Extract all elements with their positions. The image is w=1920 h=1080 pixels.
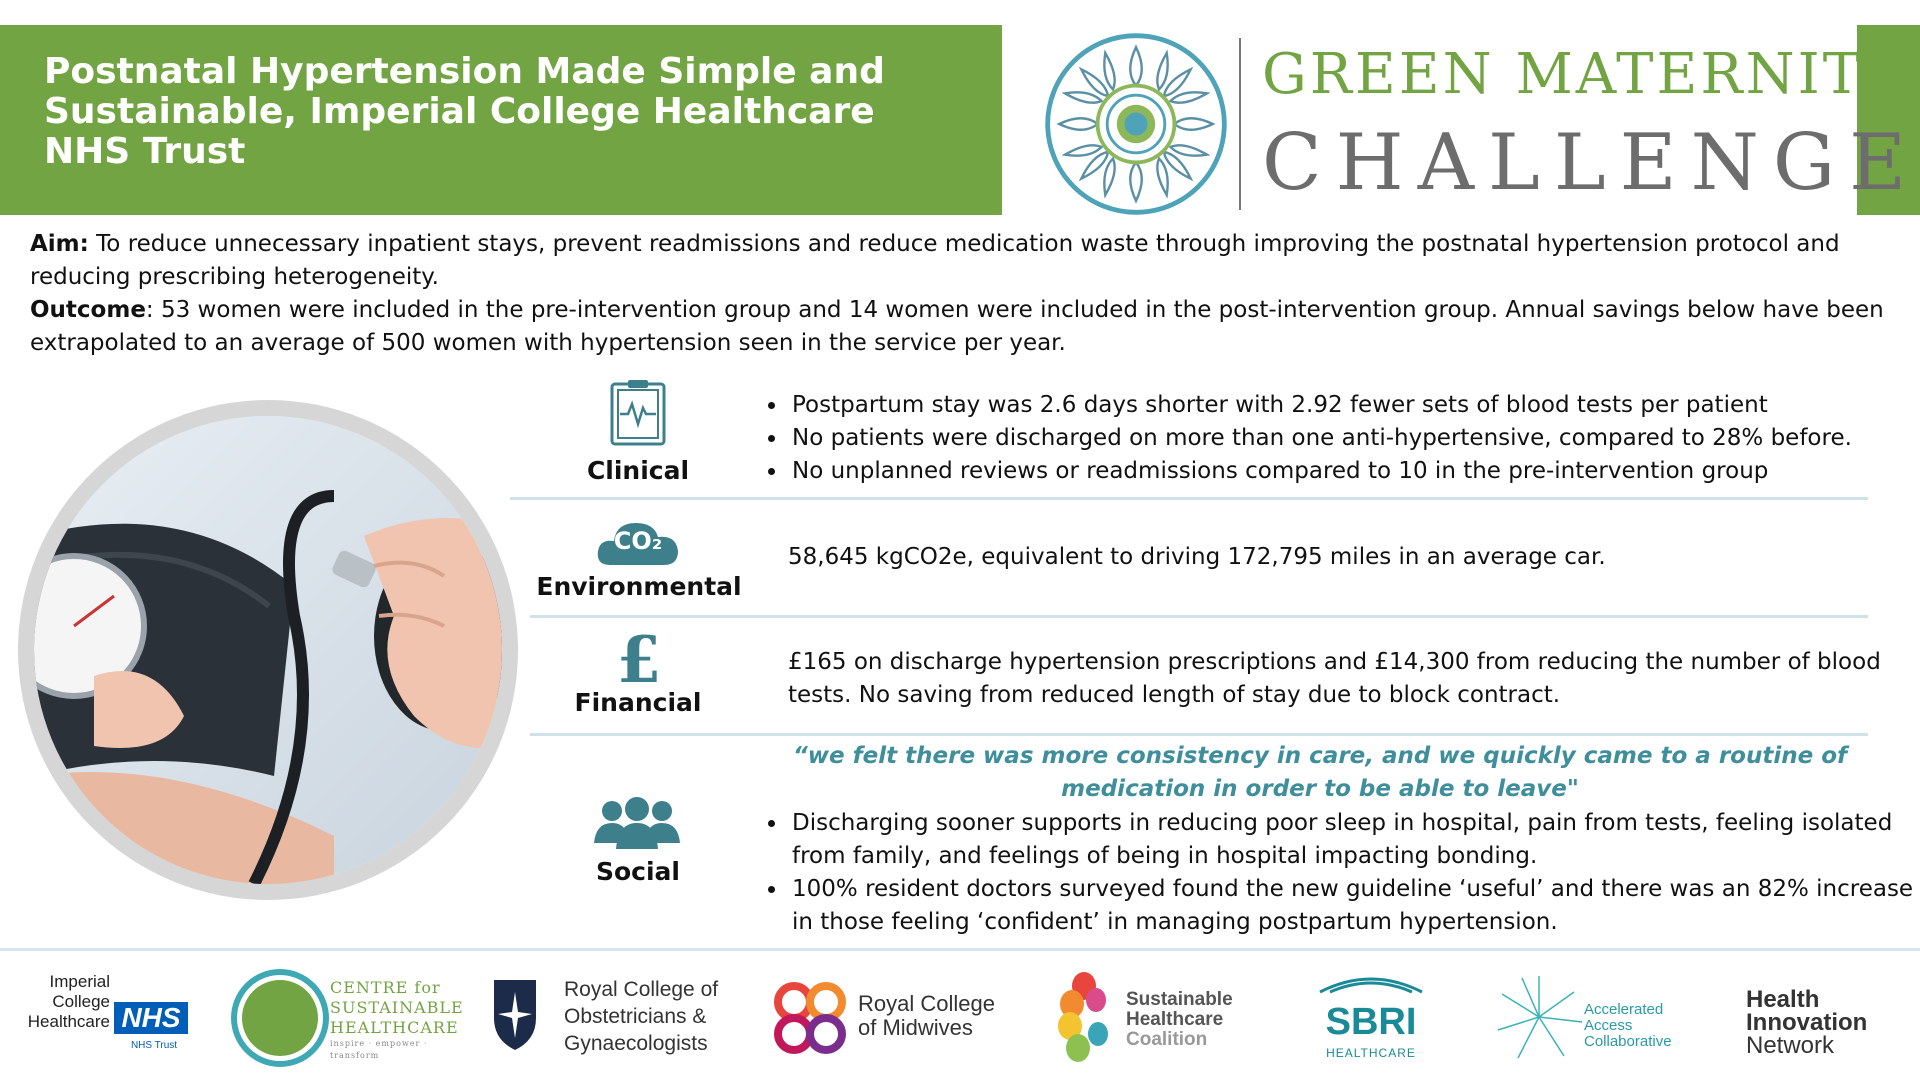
logo-line: Royal College [858,991,995,1016]
shc-logo-text [1126,990,1266,1050]
social-bullets [762,807,1918,939]
hin-logo-text [1746,988,1906,1057]
logo-line: College [52,992,110,1011]
logo-text-challenge: CHALLENGE [1262,118,1920,208]
social-bullet: • 100% resident doctors surveyed found the new guideline ‘useful’ and there was an 82% increase in those feeling ‘confident’ in managing postpartum hypertension. [788,873,1918,939]
outcome-text: : 53 women were included in the pre-intervention group and 14 women were included in the post-intervention group. Annual savings below have been extrapolated to an average of 500 women with hypertension seen in the service per year. [30,297,1884,356]
rcog-shield-icon [492,978,538,1052]
logo-line: Health [1746,986,1820,1013]
aac-logo-text [1584,1002,1704,1050]
social-quote [770,740,1870,806]
aim-label: Aim: [30,231,89,257]
clinical-bullet: • No patients were discharged on more than one anti-hypertensive, compared to 28% before. [788,422,1918,455]
section-divider [510,497,1868,500]
clinical-bullet: • No unplanned reviews or readmissions compared to 10 in the pre-intervention group [788,455,1918,488]
logo-line: Healthcare [27,1012,110,1031]
logo-line: SUSTAINABLE [330,998,464,1017]
logo-line: inspire · empower · transform [330,1039,428,1060]
outcome-paragraph [30,294,1900,360]
logo-line: Imperial [49,972,110,991]
pound-sign-icon: £ [616,623,662,698]
csh-logo-text [330,978,470,1062]
logo-line: Royal College of [564,978,719,1001]
quote-line: “we felt there was more consistency in care, and we quickly came to a routine of [792,743,1848,769]
people-group-icon [594,797,680,849]
clipboard-heartbeat-icon [608,378,668,448]
blood-pressure-illustration [34,416,502,884]
financial-label: Financial [574,688,702,717]
sbri-healthcare-text: HEALTHCARE [1326,1046,1416,1060]
aac-burst-icon [1494,972,1584,1062]
section-divider [530,615,1868,618]
logo-line: Access [1584,1017,1633,1034]
outcome-label: Outcome [30,297,146,323]
sbri-logo-text: SBRI [1325,1001,1417,1043]
nhs-logo: NHS [114,1002,188,1034]
logo-line: Obstetricians & [564,1005,707,1028]
social-label: Social [595,857,680,886]
nhs-trust-text: NHS Trust [130,1040,178,1051]
logo-line: of Midwives [858,1015,973,1040]
page-title: Postnatal Hypertension Made Simple and Sustainable, Imperial College Healthcare NHS Trust [44,51,885,172]
rcog-logo-text [564,976,764,1057]
environmental-label: Environmental [536,572,742,601]
clinical-bullets [762,389,1918,488]
sbri-arcs-icon [1316,970,1426,994]
logo-line: CENTRE for [330,978,441,997]
social-bullet: • Discharging sooner supports in reducing poor sleep in hospital, pain from tests, feeling isolated from family, and feelings of being in hospital impacting bonding. [788,807,1918,873]
logo-line: Healthcare [1126,1009,1224,1030]
imperial-logo-text [20,972,110,1032]
intro-block [30,228,1900,360]
footer-divider [0,948,1920,951]
logo-line: Coalition [1126,1029,1208,1050]
co2-icon-label: CO₂ [613,527,663,555]
clinical-bullet: • Postpartum stay was 2.6 days shorter with 2.92 fewer sets of blood tests per patient [788,389,1918,422]
aim-paragraph [30,228,1900,294]
logo-line: Collaborative [1584,1033,1672,1050]
quote-line: medication in order to be able to leave" [1061,776,1579,802]
logo-divider [1239,38,1241,210]
clinical-label: Clinical [586,456,690,485]
shc-petals-icon [1054,970,1114,1066]
logo-line: Innovation [1746,1009,1868,1036]
aim-text: To reduce unnecessary inpatient stays, prevent readmissions and reduce medication waste through improving the postnatal hypertension protocol and reducing prescribing heterogeneity. [30,231,1840,290]
rcm-knot-icon [772,980,848,1056]
logo-line: Network [1746,1032,1835,1059]
rcm-logo-text [858,992,1008,1040]
financial-text: £165 on discharge hypertension prescriptions and £14,300 from reducing the number of blood tests. No saving from reduced length of stay due to block contract. [788,649,1881,708]
section-divider [530,733,1868,736]
blood-pressure-photo [34,416,502,884]
environmental-text: 58,645 kgCO2e, equivalent to driving 172,795 miles in an average car. [788,544,1606,570]
logo-line: Accelerated [1584,1001,1664,1018]
csh-circle-logo [230,968,330,1068]
logo-line: Gynaecologists [564,1032,708,1055]
green-maternity-flower-logo [1040,28,1232,220]
logo-line: Sustainable [1126,989,1233,1010]
logo-text-green-maternity: GREEN MATERNITY [1262,42,1904,107]
logo-line: HEALTHCARE [330,1018,459,1037]
